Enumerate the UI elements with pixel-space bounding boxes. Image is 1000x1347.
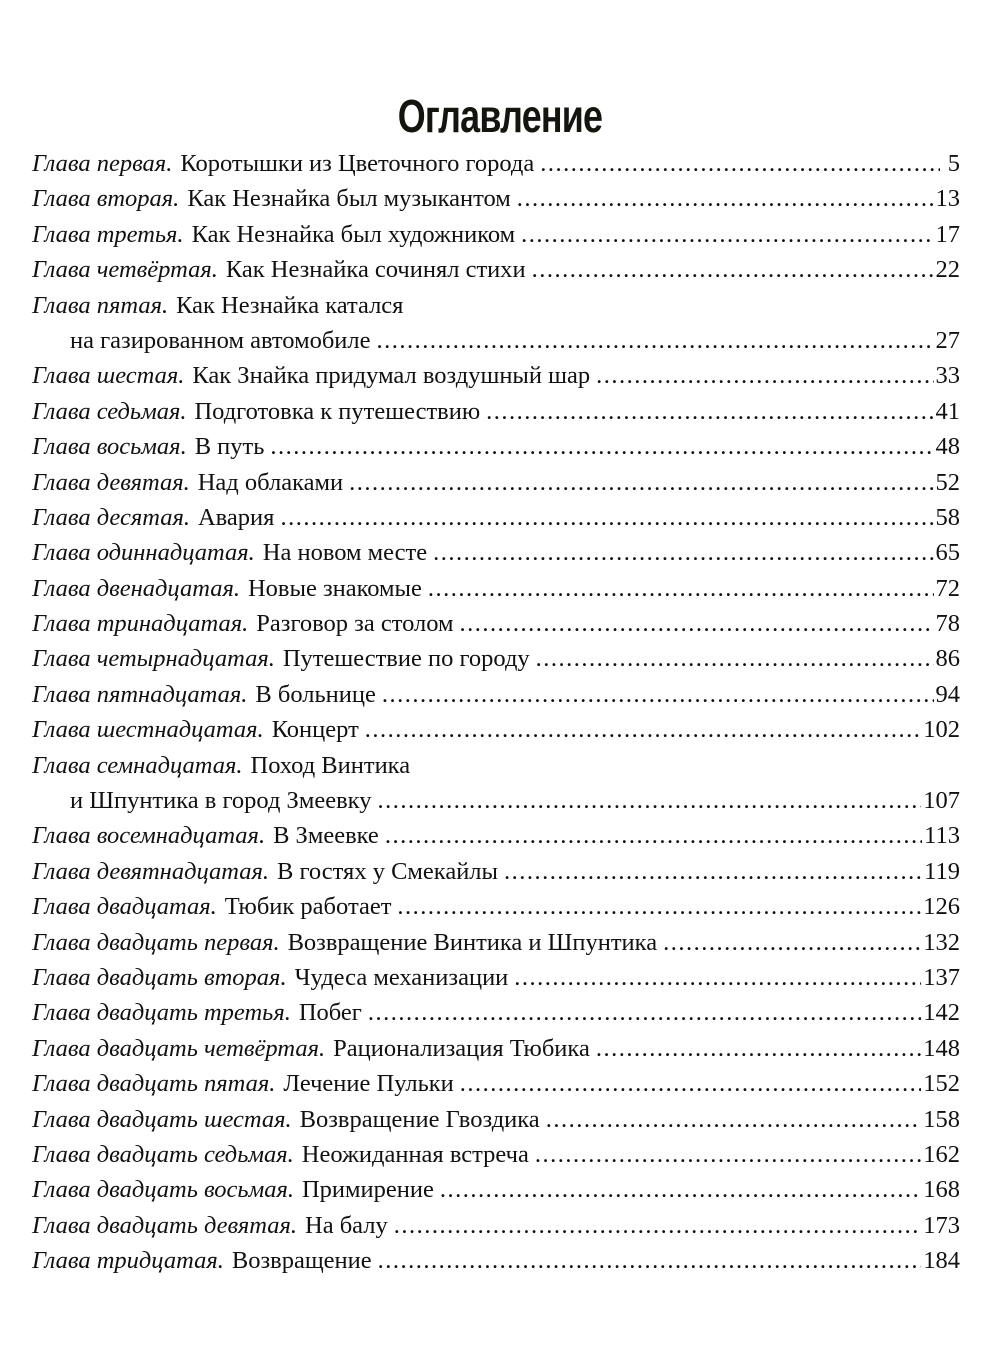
chapter-title: Как Незнайка был музыкантом	[187, 185, 511, 213]
dot-leader	[349, 465, 933, 500]
chapter-title: В гостях у Смекайлы	[277, 857, 498, 885]
chapter-title: Путешествие по городу	[282, 645, 530, 673]
chapter-title-continued: на газированном автомобиле	[70, 326, 371, 354]
dot-leader	[486, 394, 933, 429]
chapter-title: Рационализация Тюбика	[333, 1034, 590, 1062]
chapter-label: Глава восьмая.	[32, 433, 187, 461]
dot-leader	[521, 217, 933, 252]
dot-leader	[377, 323, 934, 358]
chapter-title: Возвращение Винтика и Шпунтика	[287, 928, 658, 956]
toc-entry[interactable]	[32, 1066, 960, 1101]
toc-entry[interactable]	[32, 677, 960, 712]
chapter-label: Глава двенадцатая.	[32, 574, 240, 602]
dot-leader	[596, 1031, 921, 1066]
toc-entry[interactable]	[32, 181, 960, 216]
chapter-label: Глава двадцать пятая.	[32, 1070, 276, 1098]
page-title: Оглавление	[397, 89, 603, 142]
toc-entry[interactable]	[32, 748, 960, 783]
toc-entry[interactable]	[32, 465, 960, 500]
toc-entry[interactable]	[32, 358, 960, 393]
toc-entry[interactable]	[32, 1208, 960, 1243]
dot-leader	[433, 535, 933, 570]
chapter-label: Глава девятнадцатая.	[32, 857, 270, 885]
toc-entry[interactable]	[32, 1102, 960, 1137]
chapter-title: Как Незнайка катался	[176, 291, 404, 319]
chapter-title: Авария	[197, 503, 275, 531]
chapter-title-continued: и Шпунтика в город Змеевку	[70, 787, 372, 815]
chapter-label: Глава восемнадцатая.	[32, 822, 266, 850]
page-number: 94	[935, 680, 960, 708]
page-number: 152	[923, 1070, 960, 1098]
chapter-title: Возвращение	[231, 1247, 372, 1275]
toc-entry[interactable]	[32, 500, 960, 535]
toc-entry[interactable]	[32, 394, 960, 429]
chapter-title: Возвращение Гвоздика	[299, 1105, 540, 1133]
page-number: 58	[935, 503, 960, 531]
chapter-title: Неожиданная встреча	[301, 1140, 529, 1168]
dot-leader	[596, 358, 933, 393]
page-number: 52	[935, 468, 960, 496]
toc-entry[interactable]	[32, 571, 960, 606]
dot-leader	[440, 1172, 921, 1207]
chapter-title: Примирение	[301, 1176, 434, 1204]
chapter-title: Подготовка к путешествию	[194, 397, 481, 425]
chapter-label: Глава седьмая.	[32, 397, 187, 425]
dot-leader	[514, 960, 921, 995]
chapter-label: Глава четырнадцатая.	[32, 645, 275, 673]
chapter-title: Над облаками	[197, 468, 344, 496]
toc-entry[interactable]	[32, 889, 960, 924]
toc-entry-continuation	[32, 783, 960, 818]
toc-entry[interactable]	[32, 429, 960, 464]
toc-entry[interactable]	[32, 925, 960, 960]
toc-entry[interactable]	[32, 1031, 960, 1066]
chapter-title: Чудеса механизации	[294, 963, 509, 991]
page-number: 22	[935, 256, 960, 284]
chapter-label: Глава девятая.	[32, 468, 190, 496]
toc-entry[interactable]	[32, 535, 960, 570]
toc-entry[interactable]	[32, 288, 960, 323]
chapter-label: Глава двадцатая.	[32, 893, 217, 921]
chapter-title: Коротышки из Цветочного города	[180, 150, 535, 177]
dot-leader	[540, 146, 940, 181]
page-number: 17	[935, 220, 960, 248]
page-number: 27	[935, 326, 960, 354]
page-number: 72	[935, 574, 960, 602]
chapter-label: Глава тридцатая.	[32, 1247, 224, 1275]
dot-leader	[365, 712, 921, 747]
page-number: 126	[923, 893, 960, 921]
toc-entry[interactable]	[32, 960, 960, 995]
page-number: 33	[935, 362, 960, 390]
toc-entry[interactable]	[32, 606, 960, 641]
page-number: 137	[923, 963, 960, 991]
chapter-title: Побег	[298, 999, 362, 1027]
toc-entry[interactable]	[32, 1137, 960, 1172]
dot-leader	[377, 783, 921, 818]
chapter-label: Глава двадцать первая.	[32, 928, 280, 956]
chapter-title: На балу	[305, 1211, 388, 1239]
dot-leader	[280, 500, 933, 535]
page-number: 119	[924, 857, 960, 885]
chapter-label: Глава двадцать восьмая.	[32, 1176, 294, 1204]
chapter-label: Глава двадцать третья.	[32, 999, 291, 1027]
toc-entry[interactable]	[32, 995, 960, 1030]
dot-leader	[535, 1137, 921, 1172]
chapter-title: Тюбик работает	[224, 893, 392, 921]
dot-leader	[270, 429, 933, 464]
dot-leader	[368, 995, 921, 1030]
page-number: 162	[923, 1140, 960, 1168]
page-number: 148	[923, 1034, 960, 1062]
chapter-label: Глава шестнадцатая.	[32, 716, 264, 744]
toc-entry[interactable]	[32, 146, 960, 181]
page-number: 5	[947, 150, 960, 177]
chapter-label: Глава первая.	[32, 150, 173, 177]
chapter-label: Глава четвёртая.	[32, 256, 218, 284]
dot-leader	[382, 677, 934, 712]
page-number: 86	[935, 645, 960, 673]
chapter-label: Глава двадцать четвёртая.	[32, 1034, 326, 1062]
page-number: 102	[923, 716, 960, 744]
page-number: 41	[935, 397, 960, 425]
chapter-label: Глава пятнадцатая.	[32, 680, 248, 708]
dot-leader	[517, 181, 934, 216]
chapter-label: Глава двадцать вторая.	[32, 963, 287, 991]
dot-leader	[546, 1102, 922, 1137]
page-number: 173	[923, 1211, 960, 1239]
page-number: 65	[935, 539, 960, 567]
chapter-title: Лечение Пульки	[283, 1070, 454, 1098]
page-number: 142	[923, 999, 960, 1027]
dot-leader	[394, 1208, 922, 1243]
toc-entry[interactable]	[32, 1243, 960, 1278]
dot-leader	[385, 818, 922, 853]
chapter-title: Поход Винтика	[250, 751, 411, 779]
chapter-title: Концерт	[271, 716, 359, 744]
toc-entry[interactable]	[32, 1172, 960, 1207]
page-number: 48	[935, 433, 960, 461]
toc-entry-continuation	[32, 323, 960, 358]
chapter-label: Глава двадцать шестая.	[32, 1105, 292, 1133]
chapter-title: Как Знайка придумал воздушный шар	[192, 362, 591, 390]
page-number: 78	[935, 610, 960, 638]
toc-entry[interactable]	[32, 712, 960, 747]
chapter-title: Как Незнайка сочинял стихи	[225, 256, 526, 284]
chapter-label: Глава шестая.	[32, 362, 185, 390]
chapter-label: Глава двадцать девятая.	[32, 1211, 298, 1239]
chapter-label: Глава двадцать седьмая.	[32, 1140, 294, 1168]
page-number: 132	[923, 928, 960, 956]
chapter-title: В больнице	[255, 680, 376, 708]
chapter-label: Глава десятая.	[32, 503, 190, 531]
dot-leader	[536, 641, 934, 676]
dot-leader	[378, 1243, 922, 1278]
dot-leader	[504, 854, 922, 889]
table-of-contents	[32, 146, 960, 1279]
chapter-label: Глава третья.	[32, 220, 184, 248]
dot-leader	[428, 571, 934, 606]
page-number: 158	[923, 1105, 960, 1133]
chapter-title: Разговор за столом	[256, 610, 454, 638]
toc-entry[interactable]	[32, 252, 960, 287]
chapter-label: Глава вторая.	[32, 185, 180, 213]
dot-leader	[460, 1066, 921, 1101]
chapter-title: Новые знакомые	[247, 574, 422, 602]
chapter-label: Глава семнадцатая.	[32, 751, 243, 779]
page-number: 184	[923, 1247, 960, 1275]
toc-entry[interactable]	[32, 854, 960, 889]
page-number: 13	[935, 185, 960, 213]
dot-leader	[460, 606, 934, 641]
chapter-label: Глава пятая.	[32, 291, 169, 319]
dot-leader	[532, 252, 934, 287]
chapter-title: В путь	[194, 433, 265, 461]
chapter-label: Глава тринадцатая.	[32, 610, 249, 638]
chapter-title: В Змеевке	[273, 822, 379, 850]
chapter-title: Как Незнайка был художником	[191, 220, 516, 248]
toc-entry[interactable]	[32, 217, 960, 252]
chapter-title: На новом месте	[262, 539, 428, 567]
toc-entry[interactable]	[32, 641, 960, 676]
page-number: 113	[924, 822, 960, 850]
toc-entry[interactable]	[32, 818, 960, 853]
chapter-label: Глава одиннадцатая.	[32, 539, 255, 567]
page-number: 107	[923, 787, 960, 815]
dot-leader	[663, 925, 921, 960]
page-number: 168	[923, 1176, 960, 1204]
dot-leader	[397, 889, 921, 924]
